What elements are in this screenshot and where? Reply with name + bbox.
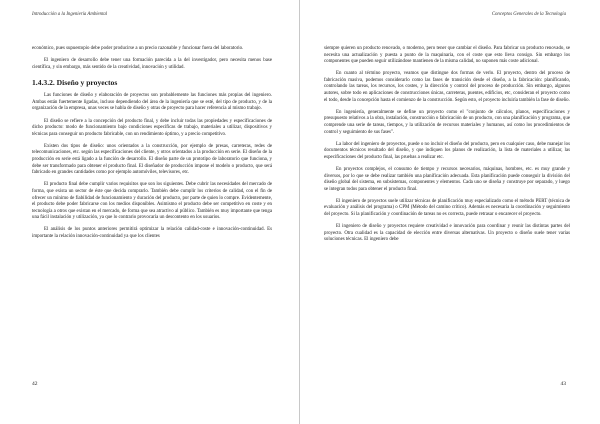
left-page-header: Introducción a la Ingeniería Ambiental: [32, 12, 108, 17]
paragraph: Existen dos tipos de diseño: unos orientados a la construcción, por ejemplo de presas, carreteras, redes de telecomunicaciones, etc. según las especificaciones del cliente, y otros orientados a la producción en serie. El diseño de la producción en serie está ligado a la función de desarrollo. El diseño parte de un prototipo de laboratorio que funciona, y debe ser transformado para obtener el producto final. El diseñador de producción impone el modelo o producto, que será fabricado en grandes cantidades como por ejemplo automóviles, televisores, etc.: [32, 143, 272, 176]
paragraph: En ingeniería, generalmente se define un proyecto como el "conjunto de cálculos, planos, especificaciones y presupuesto relativos a la obra, instalación, construcción o fabricación de un producto, con una planificación y programa, que comprende una serie de tareas, tiempos, y la utilización de recursos materiales y humanos, así como los procedimientos de control y seguimiento de sus fases".: [324, 109, 570, 135]
paragraph: Las funciones de diseño y elaboración de proyectos son probablemente las funciones más propias del ingeniero. Ambas están fuertemente ligadas, incluso dependiendo del área de la ingeniería que se esté, del tipo de producto, y de la organización de la empresa, unas veces se habla de diseño y otras de proyecto para hacer referencia al mismo trabajo.: [32, 93, 272, 112]
paragraph: económico, pues supuestopio debe poder producirse a un precio razonable y funcionar fuera del laboratorio.: [32, 46, 244, 51]
paragraph: El diseño se refiere a la concepción del producto final, y debe incluir todas las propiedades y especificaciones de dicho producto: modo de funcionamiento bajo condiciones específicas de trabajo, materiales a utilizar, dispositivos y técnicas para conseguir un producto fabricable, con un rendimiento óptimo, y a precio competitivo.: [32, 118, 272, 137]
paragraph: La labor del ingeniero de proyectos, puede o no incluir el diseño del producto, pero en cualquier caso, debe manejar los documentos técnicos resultado del diseño, y que indiquen los planos de realización, la lista de materiales a utilizar, las especificaciones del producto final, las pruebas a realizar etc.: [324, 141, 570, 160]
paragraph: El análisis de los puntos anteriores permitirá optimizar la relación calidad-coste e innovación-continuidad. Es importante la relación innovación-continuidad ya que los clientes: [32, 227, 272, 239]
right-page: [300, 0, 600, 424]
paragraph: El ingeniero de proyectos suele utilizar técnicas de planificación muy especializado como el método PERT (técnica de evaluación y análisis del programa) o CPM (Método del camino crítico). Además es necesaria la coordinación y seguimiento del proyecto. Si la planificación y coordinación de tareas no es correcta, puede retrasar o encarecer el proyecto.: [324, 198, 570, 217]
left-page-number: 42: [32, 381, 38, 387]
right-page-header: Conceptos Generales de la Tecnología: [491, 12, 566, 17]
paragraph: En proyectos complejos, el consumo de tiempo y recursos necesarios, máquinas, hombres, etc. es muy grande y diversos, por lo que se debe realizar también una planificación adecuada. Esta planificación puede conseguir la división del diseño global del sistema, en subsistemas, componentes y elementos. Cada uno se diseña y construye por separado, y luego se integran todos para obtener el producto final.: [324, 166, 570, 192]
paragraph: El ingeniero de desarrollo debe tener una formación parecida a la del investigador, pero necesita menos base científica, y sin embargo, más sentido de la creatividad, innovación y utilidad.: [32, 58, 272, 70]
paragraph: siempre quieren un producto renovado, o moderno, pero tener que cambiar el diseño. Para fabricar un producto renovado, se necesita una actualización y puesta a punto de la maquinaria, con el coste que esto lleva consigo. Sin embargo los componentes que pueden seguir utilizándose mantienen de la misma calidad, no suponen más coste adicional.: [324, 46, 570, 65]
right-page-number: 43: [560, 381, 566, 387]
left-page-body: [32, 46, 272, 246]
paragraph: El ingeniero de diseño y proyectos requiere creatividad e innovación para coordinar y reunir las distintas partes del proyecto. Otra cualidad es la capacidad de elección entre diversas alternativas. Un proyecto o diseño suele tener varias soluciones técnicas. El ingeniero debe: [324, 224, 570, 243]
paragraph: En cuanto al término proyecto, veamos que distingue dos formas de verlo. El proyecto, dentro del proceso de fabricación masiva, podemos considerarlo como las fases de transición desde el diseño, a la fabricación: planificando, controlando las tareas, los recursos, los costes, y la dirección y control del proceso de producción. Sin embargo, algunos autores, sobre todo en aplicaciones de construcciones únicas, carreteras, puentes, edificios, etc, consideran el proyecto como el todo, desde la concepción hasta el comienzo de la construcción. Según esto, el proyecto incluiría también la fase de diseño.: [324, 71, 570, 103]
paragraph: El producto final debe cumplir varios requisitos que son los siguientes. Debe cubrir las necesidades del mercado de forma, que exista un sector de éste que decida comprarlo. También debe cumplir los criterios de calidad, con el fin de ofrecer un mínimo de fiabilidad de funcionamiento y duración del producto, por parte de quien lo compre. Evidentemente, el producto debe poder fabricarse con los medios disponibles. Asimismo el producto debe ser competitivo en coste y en tecnología a otros que existan en el mercado, de forma que sea atractivo al público. También es muy importante que tenga una fácil instalación y utilización, ya que lo contrario provocaría un descontento en los usuarios.: [32, 182, 272, 221]
right-page-body: [324, 46, 570, 249]
section-title: 1.4.3.2. Diseño y proyectos: [32, 78, 118, 88]
